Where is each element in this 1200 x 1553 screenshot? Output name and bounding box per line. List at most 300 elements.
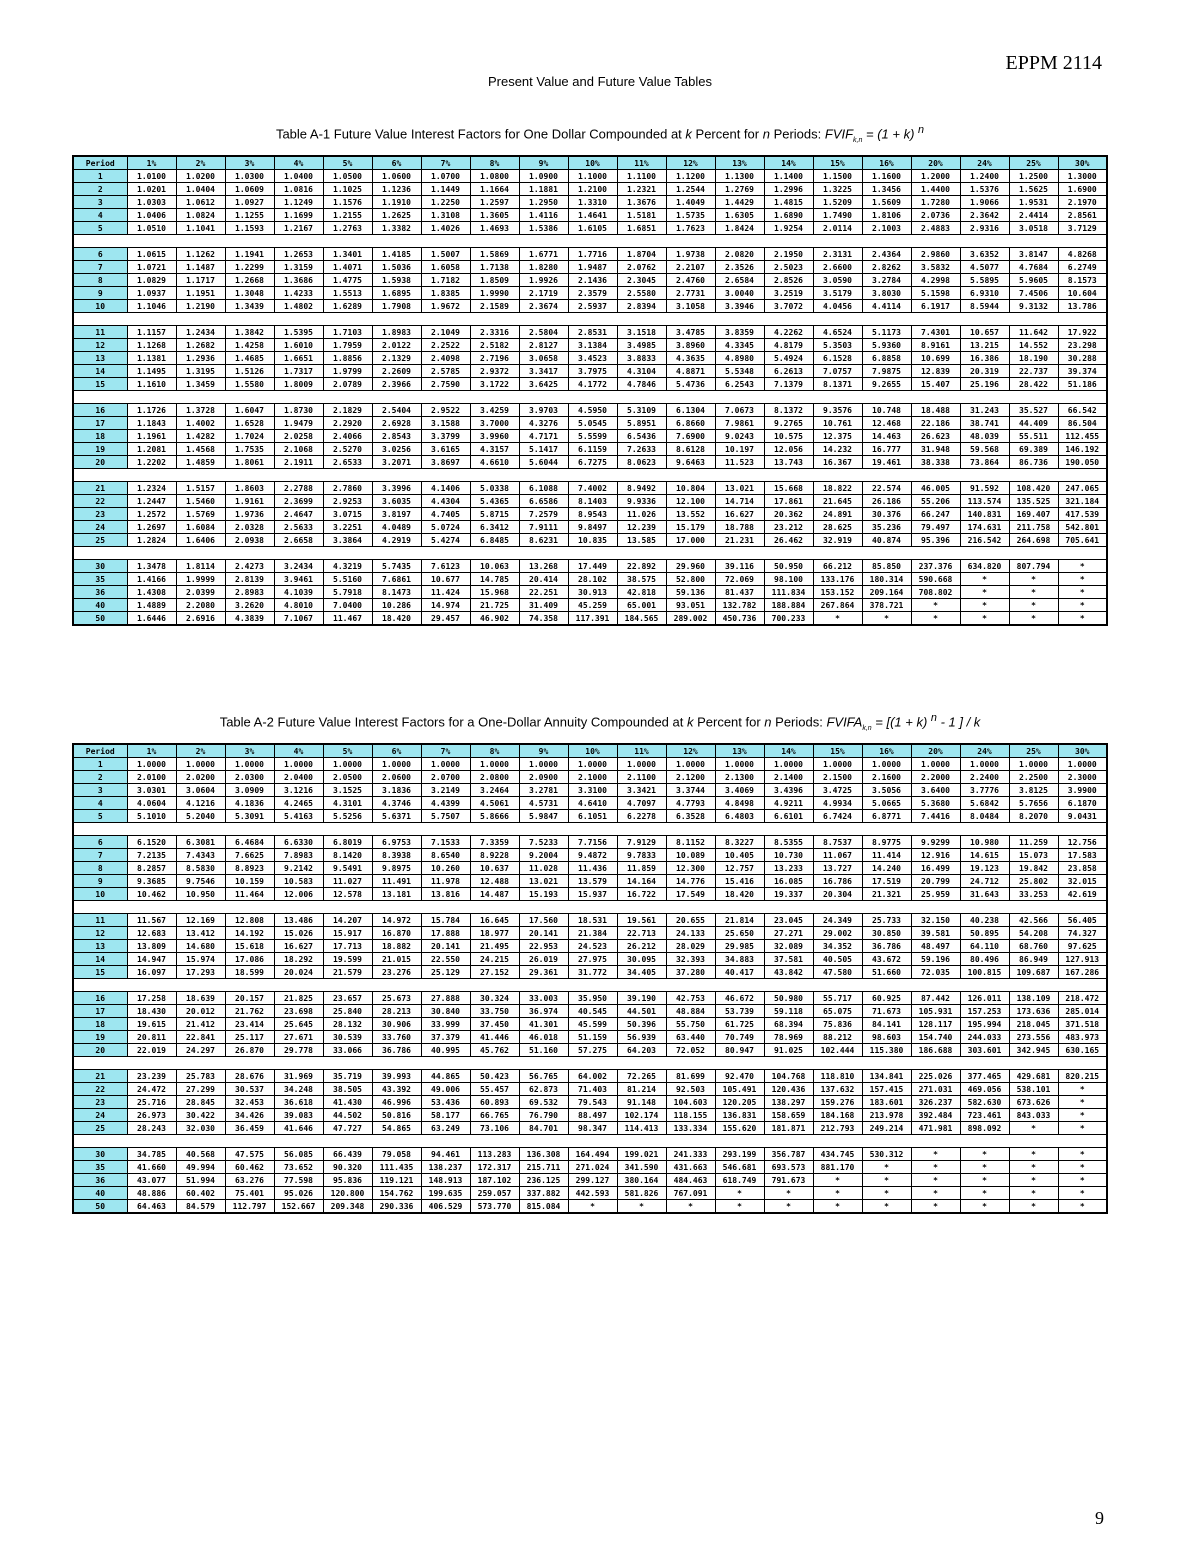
factor-cell: 5.2040	[176, 810, 225, 823]
factor-cell: 3.0590	[813, 274, 862, 287]
factor-cell: 22.550	[421, 953, 470, 966]
factor-cell: 40.568	[176, 1148, 225, 1161]
factor-cell: 7.0400	[323, 599, 372, 612]
factor-cell: 5.4163	[274, 810, 323, 823]
factor-cell: 1.8114	[176, 560, 225, 573]
factor-cell: 127.913	[1058, 953, 1107, 966]
factor-cell: 3.6425	[519, 378, 568, 391]
factor-cell: 35.236	[862, 521, 911, 534]
table-a2-caption	[0, 712, 1200, 732]
spacer-row	[73, 313, 1107, 326]
factor-cell: *	[911, 599, 960, 612]
factor-cell: 1.7182	[421, 274, 470, 287]
period-cell: 8	[73, 862, 127, 875]
factor-cell: 1.2544	[666, 183, 715, 196]
factor-cell: 26.462	[764, 534, 813, 547]
factor-cell: *	[1058, 1096, 1107, 1109]
factor-cell: 9.9299	[911, 836, 960, 849]
factor-cell: 8.6128	[666, 443, 715, 456]
factor-cell: 38.338	[911, 456, 960, 469]
factor-cell: 6.1520	[127, 836, 176, 849]
table-a1	[72, 155, 1108, 626]
caption-superscript: n	[930, 712, 937, 724]
factor-cell: 581.826	[617, 1187, 666, 1200]
factor-cell: 1.0000	[274, 758, 323, 771]
factor-cell: 3.7000	[470, 417, 519, 430]
factor-cell: 16.386	[960, 352, 1009, 365]
factor-cell: 1.0000	[1058, 758, 1107, 771]
table-row	[73, 992, 1107, 1005]
factor-cell: *	[813, 1174, 862, 1187]
factor-cell: 73.106	[470, 1122, 519, 1135]
factor-cell: 1.1381	[127, 352, 176, 365]
factor-cell: 184.168	[813, 1109, 862, 1122]
factor-cell: 36.786	[372, 1044, 421, 1057]
factor-cell: 1.1500	[813, 170, 862, 183]
factor-cell: 44.501	[617, 1005, 666, 1018]
factor-cell: 2.7590	[421, 378, 470, 391]
rate-header: 30%	[1058, 156, 1107, 170]
factor-cell: 4.8268	[1058, 248, 1107, 261]
factor-cell: 10.748	[862, 404, 911, 417]
table-row	[73, 1122, 1107, 1135]
factor-cell: 3.2620	[225, 599, 274, 612]
factor-cell: 17.293	[176, 966, 225, 979]
factor-cell: 5.3109	[617, 404, 666, 417]
factor-cell: 1.0900	[519, 170, 568, 183]
factor-cell: 5.0545	[568, 417, 617, 430]
factor-cell: 9.0431	[1058, 810, 1107, 823]
factor-cell: *	[1009, 1200, 1058, 1214]
factor-cell: 84.701	[519, 1122, 568, 1135]
rate-header: 30%	[1058, 744, 1107, 758]
factor-cell: 1.0000	[176, 758, 225, 771]
factor-cell: 4.3104	[617, 365, 666, 378]
factor-cell: 341.590	[617, 1161, 666, 1174]
factor-cell: *	[1058, 1161, 1107, 1174]
factor-cell: 2.1600	[862, 771, 911, 784]
factor-cell: 41.446	[470, 1031, 519, 1044]
factor-cell: 1.7280	[911, 196, 960, 209]
factor-cell: 72.265	[617, 1070, 666, 1083]
factor-cell: 25.733	[862, 914, 911, 927]
factor-cell: 1.1726	[127, 404, 176, 417]
factor-cell: 3.2784	[862, 274, 911, 287]
factor-cell: 15.073	[1009, 849, 1058, 862]
factor-cell: 31.243	[960, 404, 1009, 417]
factor-cell: 11.026	[617, 508, 666, 521]
factor-cell: *	[1058, 573, 1107, 586]
factor-cell: 2.9522	[421, 404, 470, 417]
factor-cell: 8.5944	[960, 300, 1009, 313]
factor-cell: 134.841	[862, 1070, 911, 1083]
factor-cell: 7.4002	[568, 482, 617, 495]
period-cell: 15	[73, 378, 127, 391]
factor-cell: 1.0000	[421, 758, 470, 771]
factor-cell: 3.2071	[372, 456, 421, 469]
factor-cell: 56.405	[1058, 914, 1107, 927]
period-cell: 10	[73, 888, 127, 901]
factor-cell: 157.253	[960, 1005, 1009, 1018]
factor-cell: 1.0201	[127, 183, 176, 196]
factor-cell: 18.488	[911, 404, 960, 417]
factor-cell: 51.159	[568, 1031, 617, 1044]
factor-cell: 105.931	[911, 1005, 960, 1018]
factor-cell: 1.2682	[176, 339, 225, 352]
table-row	[73, 378, 1107, 391]
factor-cell: 11.067	[813, 849, 862, 862]
factor-cell: 378.721	[862, 599, 911, 612]
factor-cell: 6.8019	[323, 836, 372, 849]
factor-cell: 5.9847	[519, 810, 568, 823]
factor-cell: 2.2500	[1009, 771, 1058, 784]
factor-cell: 1.7535	[225, 443, 274, 456]
factor-cell: 11.436	[568, 862, 617, 875]
period-cell: 9	[73, 287, 127, 300]
factor-cell: 30.324	[470, 992, 519, 1005]
factor-cell: 2.1970	[1058, 196, 1107, 209]
factor-cell: *	[960, 1200, 1009, 1214]
factor-cell: 4.3635	[666, 352, 715, 365]
factor-cell: 14.232	[813, 443, 862, 456]
factor-cell: 9.2765	[764, 417, 813, 430]
factor-cell: 1.3605	[470, 209, 519, 222]
factor-cell: 2.4760	[666, 274, 715, 287]
factor-cell: 8.0484	[960, 810, 1009, 823]
period-cell: 22	[73, 1083, 127, 1096]
caption-text: Table A-2 Future Value Interest Factors for a One-Dollar Annuity Compounded at	[219, 714, 687, 730]
factor-cell: 3.3421	[617, 784, 666, 797]
factor-cell: 1.1236	[372, 183, 421, 196]
factor-cell: 98.100	[764, 573, 813, 586]
rate-header: 25%	[1009, 744, 1058, 758]
factor-cell: 1.8603	[225, 482, 274, 495]
factor-cell: 1.1249	[274, 196, 323, 209]
factor-cell: 1.1664	[470, 183, 519, 196]
factor-cell: 2.5270	[323, 443, 372, 456]
factor-cell: 22.713	[617, 927, 666, 940]
period-cell: 17	[73, 417, 127, 430]
factor-cell: 1.6406	[176, 534, 225, 547]
factor-cell: 2.4883	[911, 222, 960, 235]
factor-cell: 23.414	[225, 1018, 274, 1031]
factor-cell: 13.786	[1058, 300, 1107, 313]
factor-cell: 1.0000	[372, 758, 421, 771]
factor-cell: 18.599	[225, 966, 274, 979]
factor-cell: 8.1573	[1058, 274, 1107, 287]
factor-cell: 39.993	[372, 1070, 421, 1083]
factor-cell: 56.765	[519, 1070, 568, 1083]
factor-cell: 27.888	[421, 992, 470, 1005]
factor-cell: 20.157	[225, 992, 274, 1005]
factor-cell: 6.2278	[617, 810, 666, 823]
factor-cell: 1.6651	[274, 352, 323, 365]
factor-cell: 293.199	[715, 1148, 764, 1161]
factor-cell: 70.749	[715, 1031, 764, 1044]
factor-cell: 4.9934	[813, 797, 862, 810]
factor-cell: 471.981	[911, 1122, 960, 1135]
factor-cell: 69.389	[1009, 443, 1058, 456]
factor-cell: 18.531	[568, 914, 617, 927]
factor-cell: 1.3382	[372, 222, 421, 235]
period-cell: 35	[73, 573, 127, 586]
factor-cell: 1.2653	[274, 248, 323, 261]
factor-cell: 1.4049	[666, 196, 715, 209]
factor-cell: 11.414	[862, 849, 911, 862]
factor-cell: 80.947	[715, 1044, 764, 1057]
factor-cell: 303.601	[960, 1044, 1009, 1057]
period-cell: 24	[73, 1109, 127, 1122]
factor-cell: 3.4985	[617, 339, 666, 352]
table-row	[73, 352, 1107, 365]
factor-cell: 2.1329	[372, 352, 421, 365]
factor-cell: 3.9900	[1058, 784, 1107, 797]
table-row	[73, 430, 1107, 443]
rate-header: 16%	[862, 156, 911, 170]
factor-cell: 118.155	[666, 1109, 715, 1122]
factor-cell: 12.683	[127, 927, 176, 940]
factor-cell: 23.276	[372, 966, 421, 979]
factor-cell: 108.420	[1009, 482, 1058, 495]
factor-cell: 43.077	[127, 1174, 176, 1187]
factor-cell: 3.2464	[470, 784, 519, 797]
factor-cell: 46.902	[470, 612, 519, 626]
factor-cell: 4.7097	[617, 797, 666, 810]
factor-cell: *	[1009, 599, 1058, 612]
factor-cell: 2.1200	[666, 771, 715, 784]
factor-cell: 1.2167	[274, 222, 323, 235]
factor-cell: 7.9111	[519, 521, 568, 534]
factor-cell: 20.414	[519, 573, 568, 586]
caption-equation-tail: - 1 ] / k	[936, 714, 981, 730]
factor-cell: 1.6105	[568, 222, 617, 235]
factor-cell: 47.575	[225, 1148, 274, 1161]
factor-cell: 431.663	[666, 1161, 715, 1174]
rate-header: 24%	[960, 156, 1009, 170]
factor-cell: 3.7072	[764, 300, 813, 313]
factor-cell: 4.0456	[813, 300, 862, 313]
factor-cell: 1.2597	[470, 196, 519, 209]
factor-cell: 12.006	[274, 888, 323, 901]
factor-cell: 113.574	[960, 495, 1009, 508]
factor-cell: 2.6658	[274, 534, 323, 547]
factor-cell: 14.164	[617, 875, 666, 888]
rate-header: 7%	[421, 744, 470, 758]
factor-cell: 2.0100	[127, 771, 176, 784]
factor-cell: 187.102	[470, 1174, 519, 1187]
factor-cell: 39.083	[274, 1109, 323, 1122]
factor-cell: 1.4400	[911, 183, 960, 196]
factor-cell: 406.529	[421, 1200, 470, 1214]
factor-cell: 6.7275	[568, 456, 617, 469]
factor-cell: 2.3526	[715, 261, 764, 274]
factor-cell: 25.959	[911, 888, 960, 901]
factor-cell: 1.1576	[323, 196, 372, 209]
factor-cell: 4.5077	[960, 261, 1009, 274]
factor-cell: 1.0927	[225, 196, 274, 209]
factor-cell: 392.484	[911, 1109, 960, 1122]
factor-cell: 1.4641	[568, 209, 617, 222]
table-row	[73, 443, 1107, 456]
factor-cell: 18.977	[470, 927, 519, 940]
factor-cell: 1.3159	[274, 261, 323, 274]
factor-cell: 24.523	[568, 940, 617, 953]
factor-cell: 2.9316	[960, 222, 1009, 235]
factor-cell: 6.8485	[470, 534, 519, 547]
factor-cell: 1.1400	[764, 170, 813, 183]
factor-cell: 1.4258	[225, 339, 274, 352]
factor-cell: 4.5061	[470, 797, 519, 810]
caption-k: k	[685, 126, 692, 142]
factor-cell: 1.7103	[323, 326, 372, 339]
factor-cell: *	[911, 1174, 960, 1187]
period-cell: 9	[73, 875, 127, 888]
factor-cell: 120.436	[764, 1083, 813, 1096]
factor-cell: 881.170	[813, 1161, 862, 1174]
factor-cell: *	[862, 1161, 911, 1174]
factor-cell: 59.118	[764, 1005, 813, 1018]
factor-cell: 4.6610	[470, 456, 519, 469]
factor-cell: 8.2857	[127, 862, 176, 875]
factor-cell: 1.0000	[666, 758, 715, 771]
factor-cell: 1.2447	[127, 495, 176, 508]
rate-header: 14%	[764, 744, 813, 758]
factor-cell: 209.348	[323, 1200, 372, 1214]
factor-cell: 8.8923	[225, 862, 274, 875]
factor-cell: 29.361	[519, 966, 568, 979]
factor-cell: 1.2950	[519, 196, 568, 209]
caption-equation: = (1 + k)	[862, 126, 919, 142]
factor-cell: 18.430	[127, 1005, 176, 1018]
factor-cell: 17.519	[862, 875, 911, 888]
period-cell: 11	[73, 914, 127, 927]
factor-cell: 1.0000	[960, 758, 1009, 771]
factor-cell: 1.4802	[274, 300, 323, 313]
factor-cell: 25.117	[225, 1031, 274, 1044]
factor-cell: 290.336	[372, 1200, 421, 1214]
factor-cell: 1.4815	[764, 196, 813, 209]
factor-cell: 19.615	[127, 1018, 176, 1031]
factor-cell: 212.793	[813, 1122, 862, 1135]
factor-cell: 4.3101	[323, 797, 372, 810]
factor-cell: 249.214	[862, 1122, 911, 1135]
factor-cell: 8.3938	[372, 849, 421, 862]
factor-cell: 7.6123	[421, 560, 470, 573]
factor-cell: 1.9672	[421, 300, 470, 313]
factor-cell: 85.850	[862, 560, 911, 573]
factor-cell: 138.237	[421, 1161, 470, 1174]
factor-cell: 137.632	[813, 1083, 862, 1096]
factor-cell: 2.0122	[372, 339, 421, 352]
factor-cell: 1.6528	[225, 417, 274, 430]
factor-cell: 1.1025	[323, 183, 372, 196]
factor-cell: 267.864	[813, 599, 862, 612]
factor-cell: 3.3799	[421, 430, 470, 443]
rate-header: 9%	[519, 744, 568, 758]
factor-cell: 10.677	[421, 573, 470, 586]
period-cell: 20	[73, 1044, 127, 1057]
table-row	[73, 1148, 1107, 1161]
table-row	[73, 365, 1107, 378]
factor-cell: 5.6371	[372, 810, 421, 823]
caption-superscript: n	[918, 124, 925, 136]
factor-cell: 98.603	[862, 1031, 911, 1044]
factor-cell: 7.1067	[274, 612, 323, 626]
factor-cell: 2.4273	[225, 560, 274, 573]
factor-cell: *	[1058, 1200, 1107, 1214]
factor-cell: 1.9254	[764, 222, 813, 235]
factor-cell: 51.994	[176, 1174, 225, 1187]
factor-cell: 2.1950	[764, 248, 813, 261]
spacer-cell	[73, 823, 1107, 836]
factor-cell: 11.259	[1009, 836, 1058, 849]
header-row	[73, 156, 1107, 170]
factor-cell: 2.8127	[519, 339, 568, 352]
factor-cell: 1.8983	[372, 326, 421, 339]
factor-cell: 10.462	[127, 888, 176, 901]
factor-cell: 9.9336	[617, 495, 666, 508]
factor-cell: 62.873	[519, 1083, 568, 1096]
factor-cell: 92.503	[666, 1083, 715, 1096]
factor-cell: 20.141	[519, 927, 568, 940]
factor-cell: 20.811	[127, 1031, 176, 1044]
factor-cell: 37.379	[421, 1031, 470, 1044]
factor-cell: 13.215	[960, 339, 1009, 352]
factor-cell: 5.5895	[960, 274, 1009, 287]
factor-cell: 1.3676	[617, 196, 666, 209]
factor-cell: 1.2572	[127, 508, 176, 521]
rate-header: 24%	[960, 744, 1009, 758]
factor-cell: 20.799	[911, 875, 960, 888]
factor-cell: 28.132	[323, 1018, 372, 1031]
factor-cell: 417.539	[1058, 508, 1107, 521]
factor-cell: 8.1403	[568, 495, 617, 508]
factor-cell: 12.808	[225, 914, 274, 927]
factor-cell: 1.2324	[127, 482, 176, 495]
factor-cell: 48.497	[911, 940, 960, 953]
factor-cell: 13.585	[617, 534, 666, 547]
factor-cell: 3.8197	[372, 508, 421, 521]
rate-header: 6%	[372, 156, 421, 170]
factor-cell: *	[1058, 586, 1107, 599]
factor-cell: 69.532	[519, 1096, 568, 1109]
factor-cell: 2.7860	[323, 482, 372, 495]
factor-cell: 3.4259	[470, 404, 519, 417]
factor-cell: 2.1589	[470, 300, 519, 313]
spacer-cell	[73, 1135, 1107, 1148]
factor-cell: 14.615	[960, 849, 1009, 862]
factor-cell: 44.502	[323, 1109, 372, 1122]
spacer-row	[73, 547, 1107, 560]
factor-cell: 618.749	[715, 1174, 764, 1187]
factor-cell: 34.883	[715, 953, 764, 966]
factor-cell: *	[911, 1161, 960, 1174]
factor-cell: 30.288	[1058, 352, 1107, 365]
factor-cell: 1.0100	[127, 170, 176, 183]
period-cell: 50	[73, 1200, 127, 1214]
factor-cell: 86.736	[1009, 456, 1058, 469]
table-row	[73, 1031, 1107, 1044]
factor-cell: 113.283	[470, 1148, 519, 1161]
factor-cell: 2.8531	[568, 326, 617, 339]
period-cell: 35	[73, 1161, 127, 1174]
factor-cell: 9.8497	[568, 521, 617, 534]
factor-cell: 5.5160	[323, 573, 372, 586]
factor-cell: 27.671	[274, 1031, 323, 1044]
factor-cell: 30.376	[862, 508, 911, 521]
factor-cell: 2.0938	[225, 534, 274, 547]
factor-cell: 3.3864	[323, 534, 372, 547]
